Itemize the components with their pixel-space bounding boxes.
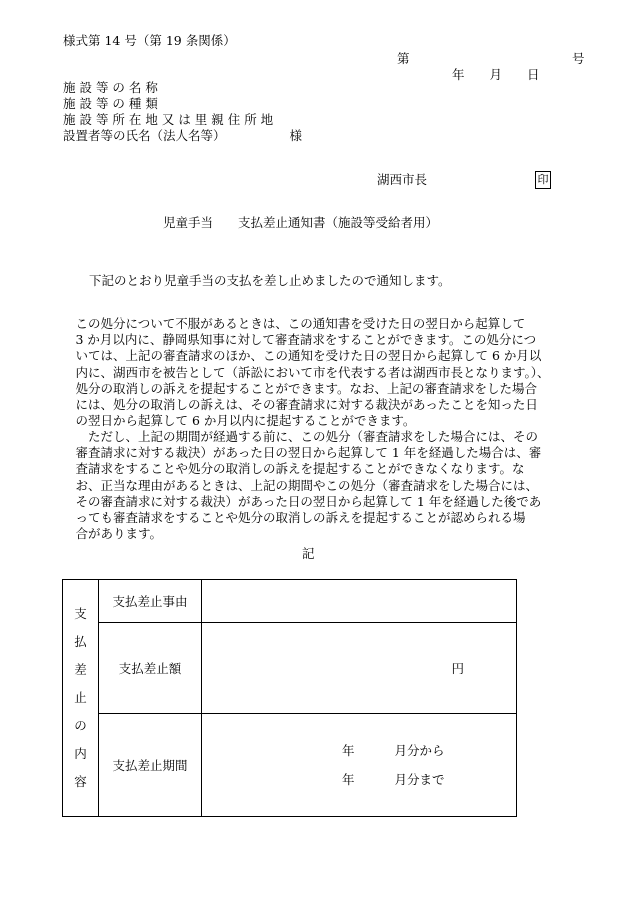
reason-value: [202, 580, 517, 623]
notice-line: には、処分の取消しの訴えは、その審査請求に対する裁決があったことを知った日: [75, 397, 538, 413]
table-row: [63, 714, 517, 817]
side-label-char: の: [74, 718, 87, 733]
table-row: [63, 623, 517, 714]
reason-label: 支払差止事由: [99, 580, 202, 623]
operator-name-label: [63, 128, 302, 144]
issuer-name: 湖西市長: [377, 172, 428, 187]
period-from: [342, 741, 445, 759]
notice-line: ただし、上記の期間が経過する前に、この処分（審査請求をした場合には、その: [88, 429, 539, 444]
form-number: 様式第 14 号（第 19 条関係）: [63, 33, 236, 48]
suspension-details-table: [62, 579, 517, 817]
seal-mark: 印: [535, 171, 551, 189]
notice-line: っても審査請求をすることや処分の取消しの訴えを提起することが認められる場: [75, 510, 526, 526]
issue-date: 年 月 日: [452, 67, 540, 82]
period-to-year: 年: [342, 772, 355, 787]
recipient-fields: [63, 80, 302, 144]
amount-unit: 円: [451, 661, 464, 676]
notice-line: 審査請求に対する裁決）があった日の翌日から起算して 1 年を経過した場合は、審: [75, 445, 542, 461]
notice-line: 3 か月以内に、静岡県知事に対して審査請求をすることができます。この処分につ: [75, 332, 537, 348]
side-label-char: 支: [74, 606, 87, 621]
side-label-char: 内: [74, 746, 87, 761]
side-label-char: 容: [74, 774, 87, 789]
notice-line: 内に、湖西市を被告として（訴訟において市を代表する者は湖西市長となります。）、: [75, 364, 550, 380]
honorific: 様: [289, 128, 303, 143]
operator-name-text: 設置者等の氏名（法人名等）: [63, 128, 226, 143]
table-row: [63, 580, 517, 623]
period-from-month: 月分から: [394, 743, 445, 758]
intro-text: 下記のとおり児童手当の支払を差し止めましたので通知します。: [89, 273, 451, 288]
ki-heading: 記: [302, 546, 315, 561]
period-to: [342, 770, 445, 788]
period-to-month: 月分まで: [394, 772, 445, 787]
notice-line: いては、上記の審査請求のほか、この通知を受けた日の翌日から起算して 6 か月以: [75, 348, 542, 364]
notice-line: 査請求をすることや処分の取消しの訴えを提起することができなくなります。な: [75, 461, 525, 477]
period-label: 支払差止期間: [99, 714, 202, 817]
notice-paragraph-1: [63, 316, 550, 429]
notice-line: この処分について不服があるときは、この通知書を受けた日の翌日から起算して: [75, 316, 526, 331]
document-title: 児童手当 支払差止通知書（施設等受給者用）: [163, 215, 439, 230]
side-label-char: 払: [74, 634, 87, 649]
document-number: 第 号: [397, 51, 585, 66]
period-value: [202, 714, 517, 817]
side-label-char: 差: [74, 662, 87, 677]
amount-value: [202, 623, 517, 714]
facility-location-label: 施 設 等 所 在 地 又 は 里 親 住 所 地: [63, 112, 274, 127]
notice-line: 合があります。: [75, 526, 163, 542]
side-label-char: 止: [74, 690, 87, 705]
notice-line: その審査請求に対する裁決）があった日の翌日から起算して 1 年を経過した後であ: [75, 493, 542, 509]
side-label: [63, 580, 99, 817]
notice-line: 処分の取消しの訴えを提起することができます。なお、上記の審査請求をした場合: [75, 380, 538, 396]
period-from-year: 年: [342, 743, 355, 758]
notice-line: お、正当な理由があるときは、上記の期間やこの処分（審査請求をした場合には、: [75, 477, 539, 493]
facility-name-label: 施 設 等 の 名 称: [63, 80, 158, 95]
amount-label: 支払差止額: [99, 623, 202, 714]
notice-line: の翌日から起算して 6 か月以内に提起することができます。: [75, 413, 416, 429]
notice-paragraph-2: [63, 429, 542, 542]
facility-type-label: 施 設 等 の 種 類: [63, 96, 158, 111]
